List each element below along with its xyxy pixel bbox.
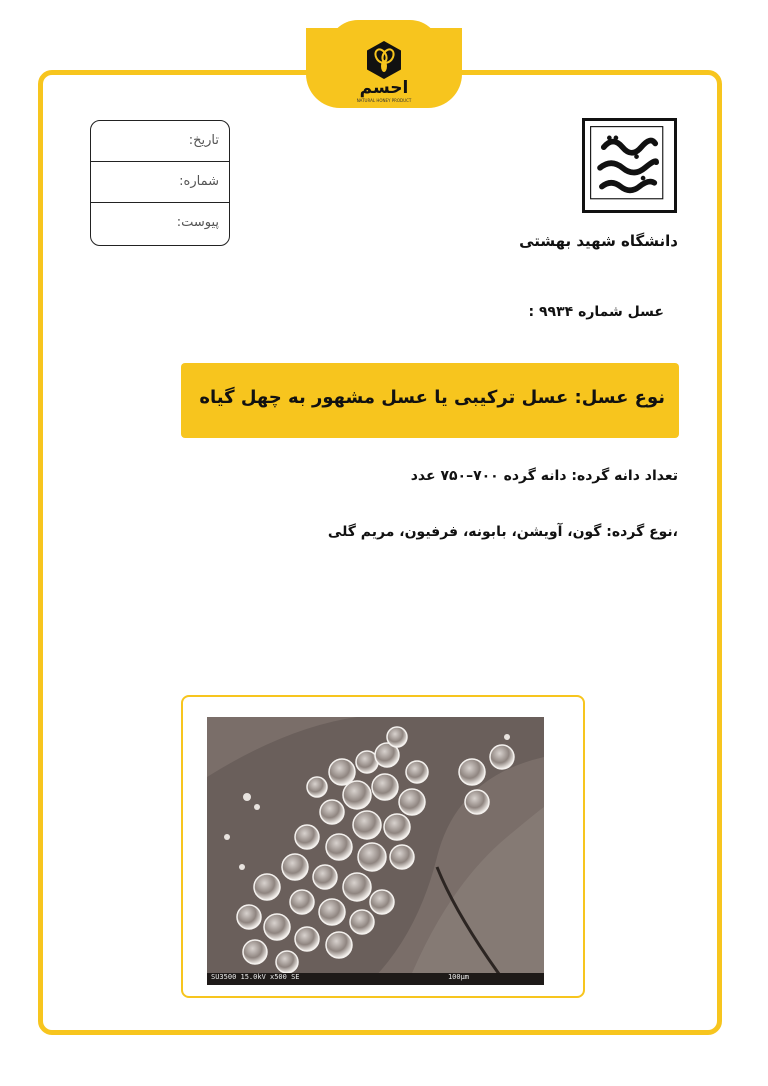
pollen-count: تعداد دانه گرده: دانه گرده ۷۰۰–۷۵۰ عدد (410, 468, 678, 484)
number-field: شماره: (91, 162, 229, 203)
bee-hexagon-icon (364, 40, 404, 80)
date-field: تاریخ: (91, 121, 229, 162)
brand-logo-text: احسم (359, 78, 409, 98)
micrograph-settings: SU3500 15.0kV x500 SE (211, 973, 300, 981)
brand-logo-subtitle: NATURAL HONEY PRODUCT (356, 98, 412, 103)
letter-meta-box (90, 120, 230, 246)
university-name: دانشگاه شهید بهشتی (519, 232, 678, 250)
honey-type-banner (181, 363, 679, 438)
university-seal-icon (582, 118, 677, 213)
attachment-field: پیوست: (176, 215, 219, 230)
micrograph-scale: 100µm (447, 973, 470, 981)
honey-type-text: نوع عسل: عسل ترکیبی یا عسل مشهور به چهل گیاه (199, 387, 665, 408)
pollen-micrograph-image (207, 717, 544, 985)
honey-number: عسل شماره ۹۹۳۴ : (528, 304, 664, 320)
micrograph-caption (211, 973, 469, 981)
micrograph-frame (181, 695, 585, 998)
pollen-type: ،نوع گرده: گون، آویشن، بابونه، فرفیون، مریم گلی (327, 524, 678, 540)
